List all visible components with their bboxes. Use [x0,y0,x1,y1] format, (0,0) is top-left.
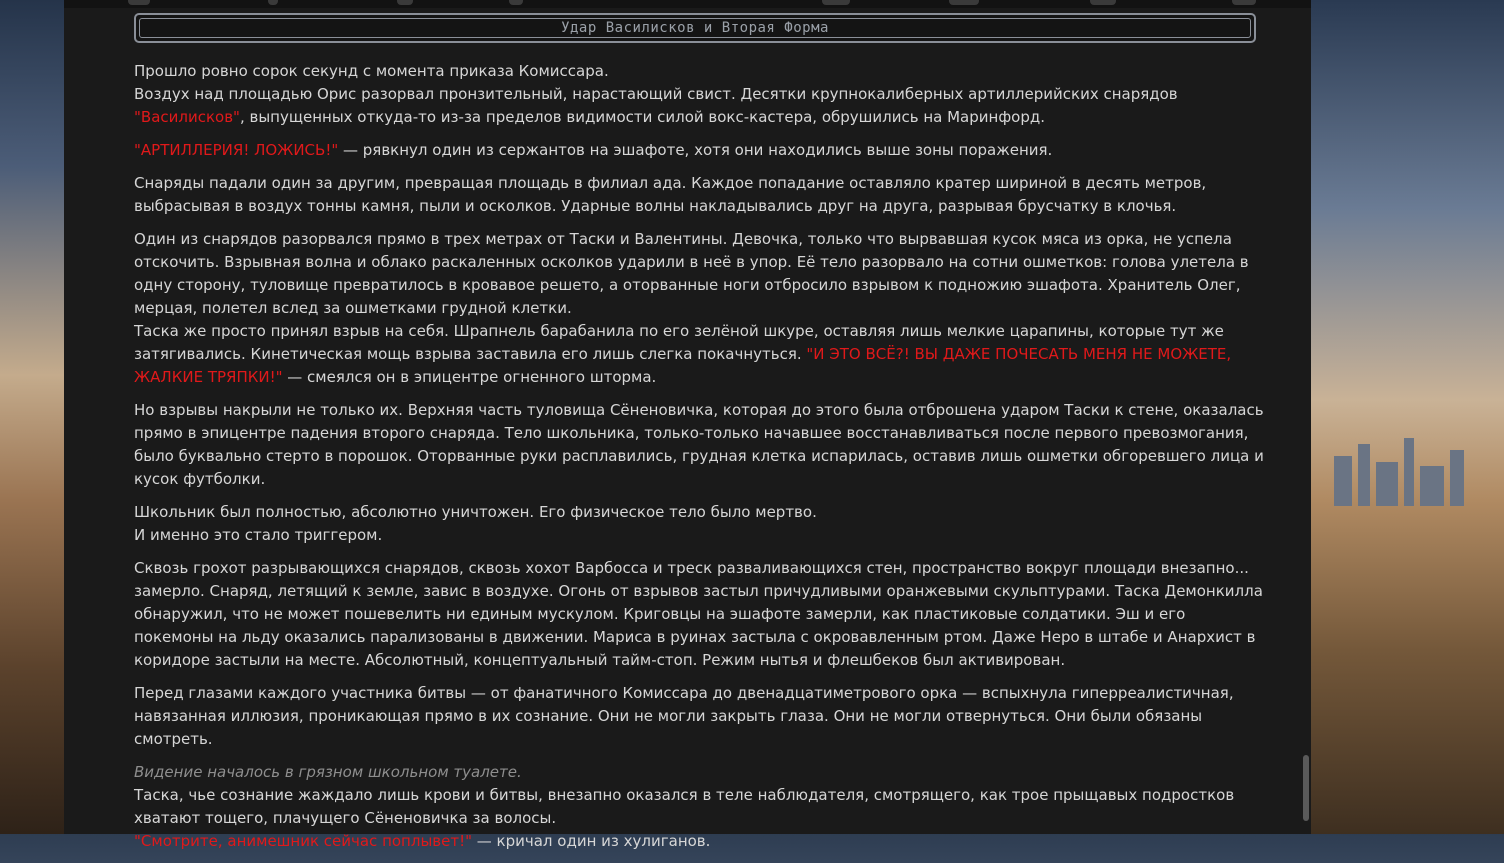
ruins-silhouette [1324,436,1474,506]
story-paragraph [134,139,1264,162]
background-right [1310,0,1504,834]
story-text [134,60,1264,863]
narration-text: Один из снарядов разорвался прямо в трех метрах от Таски и Валентины. Девочка, только что вырвавшая кусок мяса из орка, не успела отскочить. Взрывная волна и облако раскаленных осколков ударили в неё в упор. Её тело разорвало на сотни ошметков: голова улетела в одну сторону, туловище превратилось в кровавое решето, а оторванные ноги отбросило взрывом к подножию эшафота. Хранитель Олег, мерцая, полетел вслед за ошметками грудной клетки. [134,230,1249,317]
toolbar-icon[interactable] [509,0,523,5]
toolbar-icon[interactable] [822,0,850,5]
toolbar-icon[interactable] [1090,0,1116,5]
narration-text: — смеялся он в эпицентре огненного шторма. [282,368,657,386]
scrollbar[interactable] [1302,0,1311,834]
story-paragraph [134,399,1264,491]
narration-text: Воздух над площадью Орис разорвал пронзительный, нарастающий свист. Десятки крупнокалиберных артиллерийских снарядов [134,85,1178,103]
top-toolbar [64,0,1311,8]
story-paragraph [134,682,1264,751]
chapter-title-box [134,13,1256,43]
toolbar-icon[interactable] [268,0,278,5]
narration-text: — кричал один из хулиганов. [472,832,711,850]
narration-text: — рявкнул один из сержантов на эшафоте, хотя они находились выше зоны поражения. [338,141,1053,159]
italic-narration: Видение началось в грязном школьном туалете. [134,763,522,781]
story-paragraph [134,172,1264,218]
background-left [0,0,64,834]
story-paragraph [134,228,1264,389]
toolbar-icon[interactable] [1232,0,1256,5]
scrollbar-thumb[interactable] [1303,755,1309,821]
narration-text: Прошло ровно сорок секунд с момента приказа Комиссара. [134,62,609,80]
narration-text: Таска, чье сознание жаждало лишь крови и битвы, внезапно оказался в теле наблюдателя, смотрящего, как трое прыщавых подростков хватают тощего, плачущего Сёненовичка за волосы. [134,786,1235,827]
dialogue-quote: "АРТИЛЛЕРИЯ! ЛОЖИСЬ!" [134,141,339,159]
narration-text: Перед глазами каждого участника битвы — от фанатичного Комиссара до двенадцатиметрового орка — вспыхнула гиперреалистичная, навязанная иллюзия, проникающая прямо в их сознание. Они не могли закрыть глаза. Они не могли отвернуться. Они были обязаны смотреть. [134,684,1234,748]
story-paragraph [134,501,1264,547]
narration-text: Школьник был полностью, абсолютно уничтожен. Его физическое тело было мертво. [134,503,817,521]
dialogue-quote: "Василисков" [134,108,240,126]
story-paragraph [134,557,1264,672]
chapter-title: Удар Василисков и Вторая Форма [139,18,1251,38]
toolbar-icon[interactable] [128,0,150,5]
narration-text: Но взрывы накрыли не только их. Верхняя часть туловища Сёненовичка, которая до этого была отброшена ударом Таски к стене, оказалась прямо в эпицентре падения второго снаряда. Тело школьника, только-только начавшее восстанавливаться после первого превозмогания, было буквально стерто в порошок. Оторванные руки расплавились, грудная клетка испарилась, оставив лишь ошметки обгоревшего лица и кусок футболки. [134,401,1264,488]
narration-text: Снаряды падали один за другим, превращая площадь в филиал ада. Каждое попадание оставляло кратер шириной в десять метров, выбрасывая в воздух тонны камня, пыли и осколков. Ударные волны накладывались друг на друга, разрывая брусчатку в клочья. [134,174,1207,215]
narration-text: Таска же просто принял взрыв на себя. Шрапнель барабанила по его зелёной шкуре, оставляя лишь мелкие царапины, которые тут же затягивались. Кинетическая мощь взрыва заставила его лишь слегка покачнуться. [134,322,1224,363]
story-paragraph [134,761,1264,853]
toolbar-icon[interactable] [397,0,413,5]
narration-text: , выпущенных откуда-то из-за пределов видимости силой вокс-кастера, обрушились на Маринфорд. [239,108,1045,126]
dialogue-quote: "И ЭТО ВСЁ?! ВЫ ДАЖЕ ПОЧЕСАТЬ МЕНЯ НЕ МОЖЕТЕ, ЖАЛКИЕ ТРЯПКИ!" [134,345,1232,386]
story-paragraph [134,60,1264,129]
toolbar-icon[interactable] [949,0,979,5]
reader-panel [64,0,1311,850]
dialogue-quote: "Смотрите, анимешник сейчас поплывет!" [134,832,473,850]
narration-text: Сквозь грохот разрывающихся снарядов, сквозь хохот Варбосса и треск разваливающихся стен, пространство вокруг площади внезапно... замерло. Снаряд, летящий к земле, завис в воздухе. Огонь от взрывов застыл причудливыми оранжевыми скульптурами. Таска Демонкилла обнаружил, что не может пошевелить ни единым мускулом. Криговцы на эшафоте замерли, как пластиковые солдатики. Эш и его покемоны на льду оказались парализованы в движении. Мариса в руинах застыла с окровавленным ртом. Даже Неро в штабе и Анархист в коридоре застыли на месте. Абсолютный, концептуальный тайм-стоп. Режим нытья и флешбеков был активирован. [134,559,1263,669]
narration-text: И именно это стало триггером. [134,526,383,544]
